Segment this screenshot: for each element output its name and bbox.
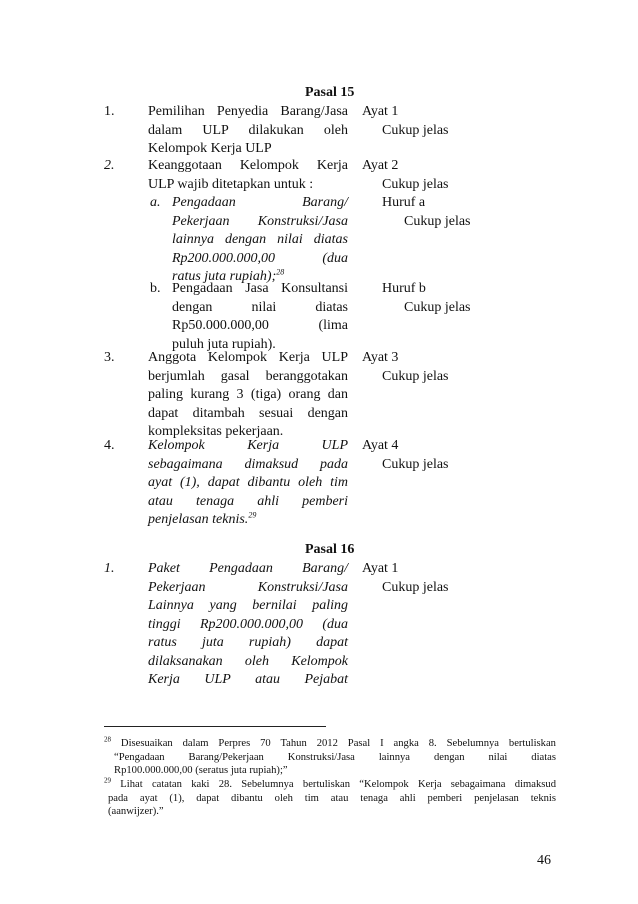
text-line: penjelasan teknis.: [148, 512, 249, 527]
text-line: ayat (1), dapat dibantu oleh tim: [148, 475, 348, 490]
item-text: [148, 560, 348, 690]
text-line: puluh juta rupiah).: [172, 336, 276, 352]
sub-label: a.: [150, 195, 161, 210]
text-line: ULP wajib ditetapkan untuk :: [148, 176, 314, 192]
text-line: paling kurang 3 (tiga) orang dan: [148, 387, 348, 402]
text-line: berjumlah gasal beranggotakan: [148, 368, 348, 384]
footnote-28: [104, 737, 556, 778]
text-line: pada ayat (1), dapat dibantu oleh tim atau tenaga ahli pemberi penjelasan teknis: [108, 792, 556, 804]
text-line: Rp100.000.000,00 (seratus juta rupiah);”: [114, 765, 288, 777]
ayat-note: Cukup jelas: [382, 579, 449, 595]
footnote-ref-28[interactable]: 28: [276, 267, 285, 277]
text-line: Pengadaan Jasa Konsultansi: [172, 281, 348, 296]
footnote-ref-29[interactable]: 29: [248, 510, 257, 520]
pasal-16-heading: Pasal 16: [305, 542, 355, 557]
text-line: Keanggotaan Kelompok Kerja: [148, 158, 348, 173]
item-number: 1.: [104, 104, 115, 119]
ayat-label: Ayat 4: [362, 438, 399, 453]
text-line: Rp200.000.000,00 (dua: [172, 250, 348, 266]
sub-text: [172, 280, 348, 354]
text-line: lainnya dengan nilai diatas: [172, 232, 348, 247]
huruf-note: Cukup jelas: [404, 213, 471, 229]
text-line: Pekerjaan Konstruksi/Jasa: [148, 579, 348, 595]
text-line: kompleksitas pekerjaan.: [148, 424, 284, 439]
text-line: Paket Pengadaan Barang/: [148, 561, 348, 576]
huruf-label: Huruf b: [382, 281, 426, 296]
text-line: Pemilihan Penyedia Barang/Jasa: [148, 104, 348, 119]
text-line: Disesuaikan dalam Perpres 70 Tahun 2012 Pasal I angka 8. Sebelumnya bertuliskan: [120, 738, 556, 749]
text-line: atau tenaga ahli pemberi: [148, 493, 348, 509]
footnote-number: 28: [104, 735, 111, 744]
text-line: Kerja ULP atau Pejabat: [148, 672, 348, 687]
text-line: Pengadaan Barang/: [172, 195, 348, 210]
text-line: Rp50.000.000,00 (lima: [172, 318, 348, 333]
page-number: 46: [537, 853, 551, 868]
ayat-note: Cukup jelas: [382, 176, 449, 192]
text-line: dengan nilai diatas: [172, 299, 348, 315]
text-line: ratus juta rupiah) dapat: [148, 635, 348, 650]
text-line: Kelompok Kerja ULP: [148, 438, 348, 453]
text-line: Anggota Kelompok Kerja ULP: [148, 350, 348, 365]
ayat-note: Cukup jelas: [382, 456, 449, 472]
footnote-separator: [104, 726, 326, 727]
text-line: sebagaimana dimaksud pada: [148, 456, 348, 472]
text-line: tinggi Rp200.000.000,00 (dua: [148, 616, 348, 632]
text-line: dilaksanakan oleh Kelompok: [148, 653, 348, 669]
text-line: Lihat catatan kaki 28. Sebelumnya bertuliskan “Kelompok Kerja sebagaimana dimaksud: [120, 779, 556, 790]
text-line: (aanwijzer).”: [108, 806, 164, 818]
item-text: [148, 103, 348, 159]
ayat-label: Ayat 2: [362, 158, 399, 173]
item-number: 3.: [104, 350, 115, 365]
footnote-number: 29: [104, 776, 111, 785]
ayat-label: Ayat 3: [362, 350, 399, 365]
huruf-note: Cukup jelas: [404, 299, 471, 315]
ayat-note: Cukup jelas: [382, 368, 449, 384]
text-line: dapat ditambah sesuai dengan: [148, 405, 348, 421]
item-text: [148, 349, 348, 442]
item-number: 4.: [104, 438, 115, 453]
text-line: Lainnya yang bernilai paling: [148, 598, 348, 613]
sub-label: b.: [150, 281, 161, 296]
text-line: Pekerjaan Konstruksi/Jasa: [172, 213, 348, 229]
huruf-label: Huruf a: [382, 195, 426, 210]
text-line: “Pengadaan Barang/Pekerjaan Konstruksi/Jasa lainnya dengan nilai diatas: [114, 751, 556, 763]
footnote-29: [104, 778, 556, 819]
text-line: ratus juta rupiah);: [172, 269, 277, 284]
item-number: 1.: [104, 561, 115, 576]
item-number: 2.: [104, 158, 115, 173]
ayat-label: Ayat 1: [362, 561, 399, 576]
sub-text: [172, 194, 348, 287]
ayat-note: Cukup jelas: [382, 122, 449, 138]
item-text: [148, 157, 348, 194]
item-text: [148, 437, 348, 530]
text-line: dalam ULP dilakukan oleh: [148, 122, 348, 138]
pasal-15-heading: Pasal 15: [305, 85, 355, 100]
ayat-label: Ayat 1: [362, 104, 399, 119]
text-line: Kelompok Kerja ULP: [148, 141, 272, 156]
